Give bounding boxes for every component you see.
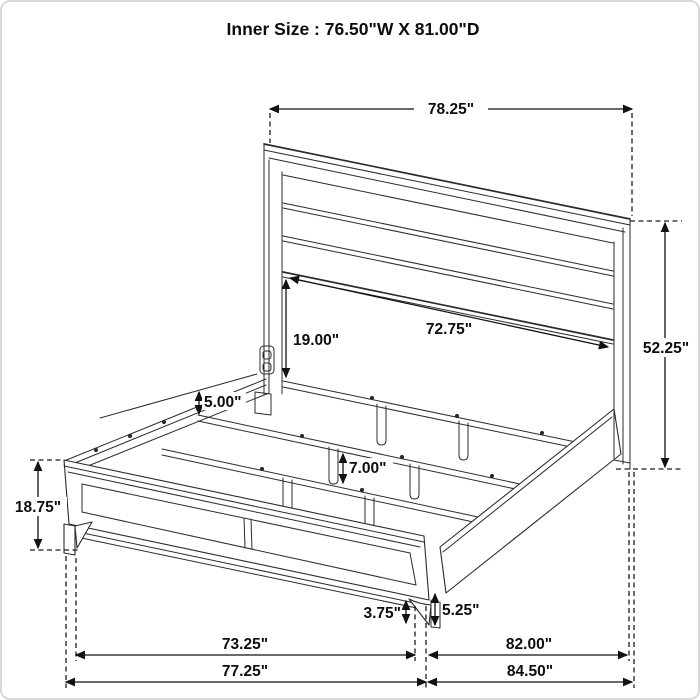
dim-headboard-height-label: 52.25" <box>642 340 690 357</box>
dim-foot-height-label: 3.75" <box>363 605 401 622</box>
dim-front-inner-width <box>76 636 415 655</box>
page-title: Inner Size : 76.50"W X 81.00"D <box>226 19 480 39</box>
dim-side-outer-depth-label: 84.50" <box>506 663 554 680</box>
dim-front-outer-width-label: 77.25" <box>221 663 269 680</box>
support-leg <box>459 421 468 460</box>
dim-foot-height <box>363 601 406 623</box>
dim-side-inner-depth-label: 82.00" <box>505 636 553 653</box>
back-rail-line <box>283 381 614 450</box>
rail-bracket <box>260 346 274 374</box>
support-leg <box>377 404 386 445</box>
dim-top-width <box>270 99 632 118</box>
dim-side-inner-depth <box>429 636 627 655</box>
dim-side-outer-depth <box>428 663 632 682</box>
dim-leg-height-label: 5.25" <box>442 602 480 619</box>
dim-front-outer-width <box>66 663 426 682</box>
dim-leg-height <box>435 594 480 625</box>
dim-headboard-inner-width-label: 72.75" <box>425 321 473 338</box>
dim-headboard-height <box>638 223 694 467</box>
footboard-drawing <box>64 460 440 628</box>
support-leg <box>329 447 338 484</box>
bed-dimension-drawing <box>2 2 700 700</box>
dim-headboard-clearance <box>286 280 339 377</box>
dim-slat-leg-height-label: 7.00" <box>349 460 387 477</box>
extension-lines <box>30 113 682 688</box>
left-rail-line <box>64 379 266 461</box>
dim-footboard-height <box>9 462 67 548</box>
dim-footboard-height-label: 18.75" <box>14 499 62 516</box>
support-leg <box>410 464 419 499</box>
dim-front-inner-width-label: 73.25" <box>221 636 269 653</box>
dim-rail-to-slat-gap-label: 5.00" <box>204 394 242 411</box>
dim-rail-to-slat-gap <box>199 392 246 414</box>
dim-top-width-label: 78.25" <box>427 101 475 118</box>
right-rail-drawing <box>440 409 621 593</box>
dim-headboard-clearance-label: 19.00" <box>293 332 340 349</box>
dim-slat-leg-height <box>343 454 393 483</box>
